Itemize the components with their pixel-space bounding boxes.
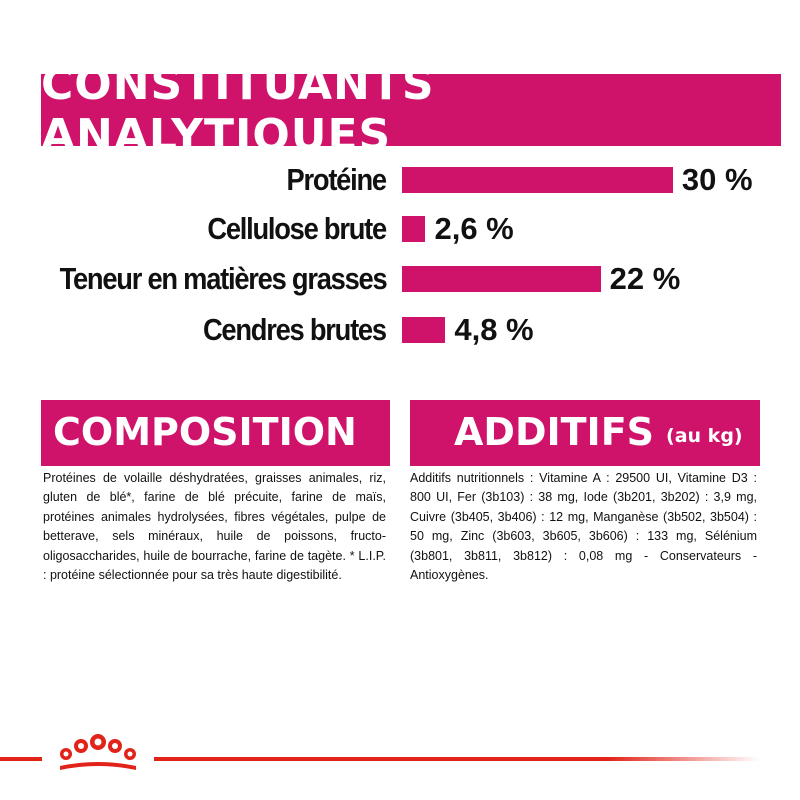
analysis-row-proteine (0, 160, 800, 200)
analysis-bar (402, 317, 445, 343)
analysis-bar (402, 216, 425, 242)
additifs-rule (410, 464, 760, 466)
analysis-bar (402, 167, 673, 193)
composition-text: Protéines de volaille déshydratées, graisses animales, riz, gluten de blé*, farine de blé précuite, farine de maïs, protéines animales hydrolysées, fibres végétales, pulpe de betterave, sels minéraux, huile de poissons, fructo-oligosaccharides, huile de bourrache, farine de tagète. * L.I.P. : protéine sélectionnée pour sa très haute digestibilité. (43, 471, 386, 583)
analysis-row-cellulose (0, 209, 800, 249)
analysis-row-cendres (0, 310, 800, 350)
composition-title: COMPOSITION (53, 410, 357, 454)
royal-canin-crown-icon (42, 730, 154, 778)
analysis-value: 30 % (681, 162, 753, 197)
composition-banner (41, 400, 390, 464)
additifs-subtitle: (au kg) (666, 425, 743, 447)
analysis-label: Cellulose brute (207, 211, 386, 246)
analysis-value: 2,6 % (434, 211, 514, 246)
analytical-constituents-title: CONSTITUANTS ANALYTIQUES (41, 59, 435, 161)
composition-rule (41, 464, 390, 466)
analysis-label: Teneur en matières grasses (59, 261, 386, 296)
analysis-bar (402, 266, 601, 292)
analysis-row-matieres-grasses (0, 259, 800, 299)
additifs-text: Additifs nutritionnels : Vitamine A : 29500 UI, Vitamine D3 : 800 UI, Fer (3b103) : 38 mg, Iode (3b201, 3b202) : 3,9 mg, Cuivre (3b405, 3b406) : 12 mg, Manganèse (3b502, 3b504) : 50 mg, Zinc (3b603, 3b605, 3b606) : 133 mg, Sélénium (3b801, 3b811, 3b812) : 0,08 mg - Conservateurs - Antioxygènes. (410, 471, 757, 583)
analysis-value: 22 % (609, 261, 681, 296)
analysis-label: Cendres brutes (203, 312, 386, 347)
analytical-constituents-banner (41, 59, 781, 161)
additifs-banner (410, 400, 760, 464)
analysis-value: 4,8 % (454, 312, 534, 347)
analysis-label: Protéine (286, 162, 386, 197)
additifs-title: ADDITIFS (454, 410, 655, 454)
